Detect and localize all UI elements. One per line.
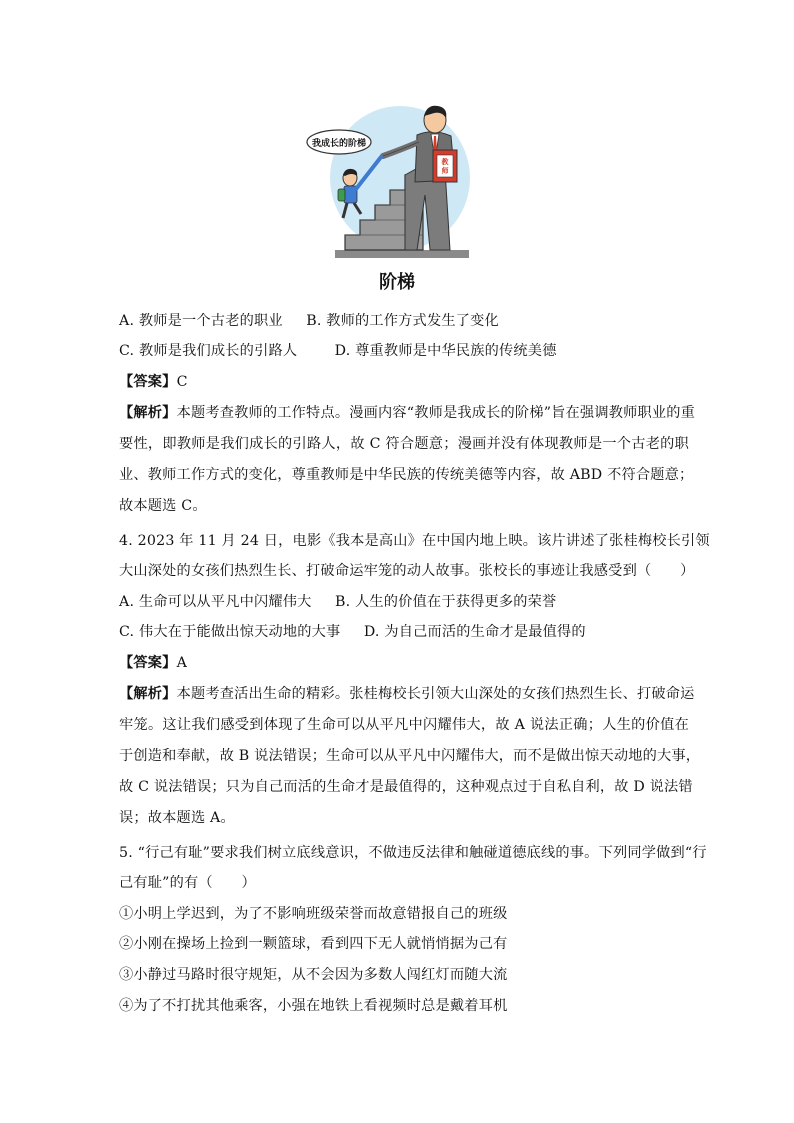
q4-options-row-1 [119, 592, 689, 612]
q3-option-a: A. 教师是一个古老的职业 [119, 313, 283, 329]
ladder-cartoon-image [305, 100, 471, 260]
q5-item-1: ①小明上学迟到，为了不影响班级荣誉而故意错报自己的班级 [119, 906, 508, 922]
q5-stem-line-1: 5. “行己有耻”要求我们树立底线意识，不做违反法律和触碰道德底线的事。下列同学做到“行 [119, 845, 707, 861]
q3-analysis-text-1: 本题考查教师的工作特点。漫画内容“教师是我成长的阶梯”旨在强调教师职业的重 [176, 405, 696, 421]
q4-answer-label: 【答案】 [119, 655, 177, 671]
image-caption: 阶梯 [379, 272, 415, 293]
q3-analysis-line-4: 故本题选 C。 [119, 498, 207, 514]
q4-option-d: D. 为自己而活的生命才是最值得的 [363, 624, 586, 640]
q3-analysis-line-3: 业、教师工作方式的变化，尊重教师是中华民族的传统美德等内容，故 ABD 不符合题意； [119, 467, 694, 483]
q3-option-c: C. 教师是我们成长的引路人 [119, 343, 298, 359]
q4-analysis-label: 【解析】 [119, 686, 177, 702]
q3-options-row-2 [119, 341, 689, 361]
q4-option-b: B. 人生的价值在于获得更多的荣誉 [334, 594, 557, 610]
q3-analysis-line-2: 要性，即教师是我们成长的引路人，故 C 符合题意；漫画并没有体现教师是一个古老的职 [119, 436, 689, 452]
q3-analysis-line-1 [119, 403, 696, 423]
book-label-1: 教 [441, 158, 449, 166]
q3-answer-value: C [176, 374, 188, 390]
q3-option-d: D. 尊重教师是中华民族的传统美德 [334, 343, 557, 359]
q4-analysis-line-3: 于创造和奉献，故 B 说法错误；生命可以从平凡中闪耀伟大，而不是做出惊天动地的大事， [119, 748, 701, 764]
q4-stem-line-1: 4. 2023 年 11 月 24 日，电影《我本是高山》在中国内地上映。该片讲述了张桂梅校长引领 [119, 533, 710, 549]
book-label-2: 师 [441, 167, 449, 175]
q4-analysis-text-1: 本题考查活出生命的精彩。张桂梅校长引领大山深处的女孩们热烈生长、打破命运 [176, 686, 695, 702]
q5-item-4: ④为了不打扰其他乘客，小强在地铁上看视频时总是戴着耳机 [119, 998, 508, 1014]
q4-options-row-2 [119, 622, 689, 642]
q4-analysis-line-2: 牢笼。这让我们感受到体现了生命可以从平凡中闪耀伟大，故 A 说法正确；人生的价值在 [119, 717, 689, 733]
q3-option-b: B. 教师的工作方式发生了变化 [306, 313, 499, 329]
q3-analysis-label: 【解析】 [119, 405, 177, 421]
q3-options-row-1 [119, 311, 689, 331]
q4-stem-line-2: 大山深处的女孩们热烈生长、打破命运牢笼的动人故事。张校长的事迹让我感受到（ ） [119, 563, 695, 579]
q4-answer [119, 653, 689, 673]
q4-answer-value: A [176, 655, 188, 671]
q5-stem-line-2: 己有耻”的有（ ） [119, 875, 256, 891]
q4-analysis-line-4: 故 C 说法错误；只为自己而活的生命才是最值得的，这种观点过于自私自利，故 D 说法错 [119, 779, 693, 795]
q4-option-a: A. 生命可以从平凡中闪耀伟大 [119, 594, 312, 610]
q4-option-c: C. 伟大在于能做出惊天动地的大事 [119, 624, 341, 640]
speech-bubble-text: 我成长的阶梯 [311, 139, 367, 149]
q3-answer-label: 【答案】 [119, 374, 177, 390]
q3-answer [119, 372, 689, 392]
q5-item-2: ②小刚在操场上捡到一颗篮球，看到四下无人就悄悄据为己有 [119, 936, 508, 952]
q4-analysis-line-5: 误；故本题选 A。 [119, 810, 235, 826]
q4-analysis-line-1 [119, 684, 695, 704]
q5-item-3: ③小静过马路时很守规矩，从不会因为多数人闯红灯而随大流 [119, 967, 508, 983]
